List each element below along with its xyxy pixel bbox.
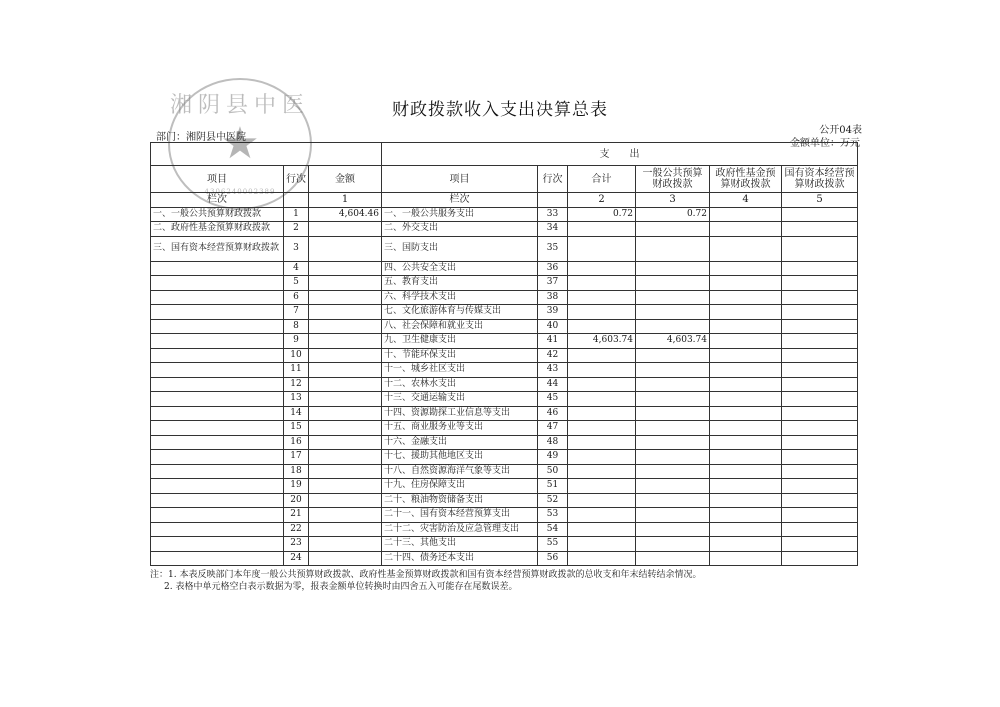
income-item [151, 392, 284, 407]
income-amount [309, 493, 382, 508]
income-amount [309, 435, 382, 450]
income-item [151, 464, 284, 479]
footnotes [150, 569, 701, 593]
income-row-no: 21 [284, 508, 309, 523]
expense-row-no: 41 [538, 334, 568, 349]
fund-budget-amount [710, 406, 782, 421]
income-item [151, 551, 284, 566]
state-capital-amount [782, 236, 858, 261]
expense-row-no: 38 [538, 290, 568, 305]
expense-row-no: 42 [538, 348, 568, 363]
col-number-3: 3 [636, 193, 710, 208]
state-capital-amount [782, 363, 858, 378]
fund-budget-amount [710, 421, 782, 436]
income-item [151, 377, 284, 392]
income-amount [309, 450, 382, 465]
income-row-no: 23 [284, 537, 309, 552]
income-item [151, 522, 284, 537]
expense-total [568, 348, 636, 363]
income-item [151, 348, 284, 363]
header-row-2 [151, 166, 858, 193]
expense-item: 二、外交支出 [382, 222, 538, 237]
expense-row-no: 44 [538, 377, 568, 392]
expense-total: 4,603.74 [568, 334, 636, 349]
state-capital-amount [782, 508, 858, 523]
expense-item: 十、节能环保支出 [382, 348, 538, 363]
fund-budget-amount [710, 305, 782, 320]
general-budget-amount [636, 305, 710, 320]
fund-budget-amount [710, 236, 782, 261]
expense-row-no: 54 [538, 522, 568, 537]
expense-item: 二十一、国有资本经营预算支出 [382, 508, 538, 523]
income-row-no: 19 [284, 479, 309, 494]
income-row-no: 13 [284, 392, 309, 407]
general-budget-amount [636, 319, 710, 334]
table-row [151, 551, 858, 566]
expense-total [568, 551, 636, 566]
income-row-no: 7 [284, 305, 309, 320]
expense-total [568, 363, 636, 378]
table-row [151, 377, 858, 392]
general-budget-amount [636, 363, 710, 378]
expense-row-no: 36 [538, 261, 568, 276]
general-budget-amount [636, 348, 710, 363]
expense-row-no: 45 [538, 392, 568, 407]
income-item [151, 537, 284, 552]
income-amount [309, 406, 382, 421]
income-amount [309, 236, 382, 261]
income-item [151, 334, 284, 349]
income-amount [309, 222, 382, 237]
expense-row-no: 55 [538, 537, 568, 552]
state-capital-amount [782, 493, 858, 508]
income-amount [309, 421, 382, 436]
state-capital-amount [782, 377, 858, 392]
income-row-no: 4 [284, 261, 309, 276]
fund-budget-amount [710, 508, 782, 523]
table-row [151, 261, 858, 276]
state-capital-header: 国有资本经营预算财政拨款 [782, 166, 858, 193]
general-budget-amount [636, 222, 710, 237]
expense-row-no: 35 [538, 236, 568, 261]
expense-row-no: 46 [538, 406, 568, 421]
fund-budget-amount [710, 334, 782, 349]
expense-total [568, 493, 636, 508]
table-row [151, 207, 858, 222]
state-capital-amount [782, 222, 858, 237]
state-capital-amount [782, 319, 858, 334]
general-budget-amount [636, 377, 710, 392]
income-amount [309, 363, 382, 378]
expense-total [568, 305, 636, 320]
income-item [151, 479, 284, 494]
table-row [151, 435, 858, 450]
col-number-2: 2 [568, 193, 636, 208]
general-budget-amount [636, 290, 710, 305]
table-row [151, 392, 858, 407]
table-row [151, 334, 858, 349]
general-budget-amount: 4,603.74 [636, 334, 710, 349]
expense-total [568, 450, 636, 465]
expense-total [568, 261, 636, 276]
expense-total [568, 522, 636, 537]
table-row [151, 290, 858, 305]
general-budget-amount [636, 479, 710, 494]
expense-total [568, 479, 636, 494]
income-amount [309, 522, 382, 537]
expense-total [568, 276, 636, 291]
table-row [151, 305, 858, 320]
table-row [151, 464, 858, 479]
state-capital-amount [782, 305, 858, 320]
general-budget-amount [636, 406, 710, 421]
department-label: 部门：湘阴县中医院 [156, 132, 246, 143]
income-item [151, 406, 284, 421]
col-number-1: 1 [309, 193, 382, 208]
income-item [151, 290, 284, 305]
state-capital-amount [782, 334, 858, 349]
state-capital-amount [782, 421, 858, 436]
income-row-no: 9 [284, 334, 309, 349]
income-row-no: 3 [284, 236, 309, 261]
table-row [151, 363, 858, 378]
fund-budget-amount [710, 450, 782, 465]
fund-budget-amount [710, 479, 782, 494]
fund-budget-amount [710, 537, 782, 552]
expense-total [568, 421, 636, 436]
expense-total: 0.72 [568, 207, 636, 222]
expense-total [568, 508, 636, 523]
expense-item: 二十四、债务还本支出 [382, 551, 538, 566]
income-item [151, 276, 284, 291]
expense-item: 十五、商业服务业等支出 [382, 421, 538, 436]
general-budget-amount [636, 493, 710, 508]
expense-row-no: 47 [538, 421, 568, 436]
fund-budget-amount [710, 276, 782, 291]
expense-item: 十三、交通运输支出 [382, 392, 538, 407]
income-amount [309, 537, 382, 552]
seal-text: 湘阴县中医 [170, 93, 311, 118]
fund-budget-amount [710, 392, 782, 407]
expense-total [568, 406, 636, 421]
expense-item: 十一、城乡社区支出 [382, 363, 538, 378]
expense-item: 二十二、灾害防治及应急管理支出 [382, 522, 538, 537]
table-row [151, 236, 858, 261]
state-capital-amount [782, 551, 858, 566]
seal-star-icon: ★ [220, 118, 260, 169]
income-item: 一、一般公共预算财政拨款 [151, 207, 284, 222]
income-item [151, 493, 284, 508]
expense-row-no: 39 [538, 305, 568, 320]
income-item: 三、国有资本经营预算财政拨款 [151, 236, 284, 261]
income-row-no: 11 [284, 363, 309, 378]
fund-budget-amount [710, 522, 782, 537]
income-row-no-header: 行次 [284, 166, 309, 193]
expense-item: 二十三、其他支出 [382, 537, 538, 552]
header-row-1 [151, 143, 858, 166]
income-row-no: 16 [284, 435, 309, 450]
fund-budget-header: 政府性基金预算财政拨款 [710, 166, 782, 193]
state-capital-amount [782, 348, 858, 363]
table-row [151, 222, 858, 237]
fund-budget-amount [710, 551, 782, 566]
expense-row-no: 53 [538, 508, 568, 523]
expense-item: 十七、援助其他地区支出 [382, 450, 538, 465]
income-row-no: 14 [284, 406, 309, 421]
table-row [151, 508, 858, 523]
expense-row-no: 43 [538, 363, 568, 378]
table-row [151, 421, 858, 436]
income-amount [309, 276, 382, 291]
income-row-no: 24 [284, 551, 309, 566]
expense-item: 九、卫生健康支出 [382, 334, 538, 349]
table-row [151, 450, 858, 465]
fund-budget-amount [710, 290, 782, 305]
expense-total [568, 290, 636, 305]
expense-item: 二十、粮油物资储备支出 [382, 493, 538, 508]
column-number-row [151, 193, 858, 208]
income-amount [309, 377, 382, 392]
expense-item: 一、一般公共服务支出 [382, 207, 538, 222]
income-row-no: 8 [284, 319, 309, 334]
income-amount [309, 551, 382, 566]
expense-total [568, 464, 636, 479]
state-capital-amount [782, 450, 858, 465]
fund-budget-amount [710, 493, 782, 508]
state-capital-amount [782, 464, 858, 479]
income-row-no: 1 [284, 207, 309, 222]
income-item [151, 363, 284, 378]
state-capital-amount [782, 522, 858, 537]
expense-item: 十六、金融支出 [382, 435, 538, 450]
table-row [151, 522, 858, 537]
fund-budget-amount [710, 363, 782, 378]
fund-budget-amount [710, 319, 782, 334]
income-item [151, 319, 284, 334]
seal-number: 4306240002389 [204, 188, 276, 196]
income-amount [309, 392, 382, 407]
income-amount: 4,604.46 [309, 207, 382, 222]
income-amount [309, 464, 382, 479]
general-budget-amount [636, 236, 710, 261]
table-row [151, 276, 858, 291]
fund-budget-amount [710, 464, 782, 479]
income-amount [309, 319, 382, 334]
income-item [151, 261, 284, 276]
expense-item-header: 项目 [382, 166, 538, 193]
expense-row-no: 51 [538, 479, 568, 494]
footnote-2: 2. 表格中单元格空白表示数据为零，报表金额单位转换时由四舍五入可能存在尾数误差。 [164, 582, 518, 592]
general-budget-amount [636, 392, 710, 407]
col-number-4: 4 [710, 193, 782, 208]
expense-row-no: 37 [538, 276, 568, 291]
expense-item: 十八、自然资源海洋气象等支出 [382, 464, 538, 479]
general-budget-amount [636, 551, 710, 566]
expense-item: 八、社会保障和就业支出 [382, 319, 538, 334]
expense-total [568, 222, 636, 237]
general-budget-amount [636, 435, 710, 450]
general-budget-amount: 0.72 [636, 207, 710, 222]
footnote-1: 注：1. 本表反映部门本年度一般公共预算财政拨款、政府性基金预算财政拨款和国有资本经营预算财政拨款的总收支和年末结转结余情况。 [150, 570, 702, 580]
income-row-no: 12 [284, 377, 309, 392]
expense-total [568, 435, 636, 450]
general-budget-amount [636, 261, 710, 276]
table-row [151, 406, 858, 421]
total-header: 合计 [568, 166, 636, 193]
income-header-blank [151, 143, 382, 166]
general-budget-amount [636, 276, 710, 291]
table-row [151, 319, 858, 334]
table-row [151, 537, 858, 552]
income-row-no: 6 [284, 290, 309, 305]
general-budget-amount [636, 537, 710, 552]
expense-group-header: 支 出 [382, 143, 858, 166]
expense-total [568, 377, 636, 392]
table-row [151, 493, 858, 508]
expense-row-no: 34 [538, 222, 568, 237]
col-label-left: 栏次 [151, 193, 284, 208]
income-row-no: 2 [284, 222, 309, 237]
income-item [151, 450, 284, 465]
income-amount [309, 290, 382, 305]
expense-item: 七、文化旅游体育与传媒支出 [382, 305, 538, 320]
income-row-no: 15 [284, 421, 309, 436]
fund-budget-amount [710, 348, 782, 363]
income-item-header: 项目 [151, 166, 284, 193]
amount-header: 金额 [309, 166, 382, 193]
expense-total [568, 392, 636, 407]
general-budget-header: 一般公共预算财政拨款 [636, 166, 710, 193]
expense-row-no: 49 [538, 450, 568, 465]
state-capital-amount [782, 537, 858, 552]
expense-item: 六、科学技术支出 [382, 290, 538, 305]
income-item [151, 508, 284, 523]
fund-budget-amount [710, 222, 782, 237]
state-capital-amount [782, 435, 858, 450]
expense-row-no: 40 [538, 319, 568, 334]
income-row-no: 5 [284, 276, 309, 291]
expense-total [568, 236, 636, 261]
expense-row-no-header: 行次 [538, 166, 568, 193]
income-amount [309, 508, 382, 523]
budget-table [150, 142, 858, 566]
income-amount [309, 348, 382, 363]
income-amount [309, 334, 382, 349]
expense-item: 十九、住房保障支出 [382, 479, 538, 494]
income-item: 二、政府性基金预算财政拨款 [151, 222, 284, 237]
col-number-5: 5 [782, 193, 858, 208]
state-capital-amount [782, 406, 858, 421]
expense-total [568, 319, 636, 334]
income-item [151, 435, 284, 450]
income-row-no: 17 [284, 450, 309, 465]
state-capital-amount [782, 261, 858, 276]
general-budget-amount [636, 508, 710, 523]
income-amount [309, 261, 382, 276]
income-item [151, 305, 284, 320]
page-title: 财政拨款收入支出决算总表 [392, 100, 608, 120]
table-row [151, 479, 858, 494]
income-row-no: 10 [284, 348, 309, 363]
amount-unit-label: 金额单位：万元 [790, 138, 860, 149]
col-label-right: 栏次 [382, 193, 538, 208]
expense-item: 十二、农林水支出 [382, 377, 538, 392]
state-capital-amount [782, 207, 858, 222]
income-row-no: 20 [284, 493, 309, 508]
table-row [151, 348, 858, 363]
expense-row-no: 48 [538, 435, 568, 450]
expense-total [568, 537, 636, 552]
income-row-no: 18 [284, 464, 309, 479]
expense-item: 五、教育支出 [382, 276, 538, 291]
expense-row-no: 50 [538, 464, 568, 479]
form-number: 公开04表 [819, 125, 862, 136]
fund-budget-amount [710, 435, 782, 450]
income-amount [309, 305, 382, 320]
general-budget-amount [636, 522, 710, 537]
general-budget-amount [636, 450, 710, 465]
expense-row-no: 56 [538, 551, 568, 566]
expense-row-no: 52 [538, 493, 568, 508]
expense-item: 十四、资源勘探工业信息等支出 [382, 406, 538, 421]
fund-budget-amount [710, 207, 782, 222]
fund-budget-amount [710, 261, 782, 276]
state-capital-amount [782, 290, 858, 305]
state-capital-amount [782, 276, 858, 291]
state-capital-amount [782, 392, 858, 407]
fund-budget-amount [710, 377, 782, 392]
income-item [151, 421, 284, 436]
income-amount [309, 479, 382, 494]
expense-item: 四、公共安全支出 [382, 261, 538, 276]
general-budget-amount [636, 421, 710, 436]
general-budget-amount [636, 464, 710, 479]
expense-item: 三、国防支出 [382, 236, 538, 261]
expense-row-no: 33 [538, 207, 568, 222]
state-capital-amount [782, 479, 858, 494]
income-row-no: 22 [284, 522, 309, 537]
